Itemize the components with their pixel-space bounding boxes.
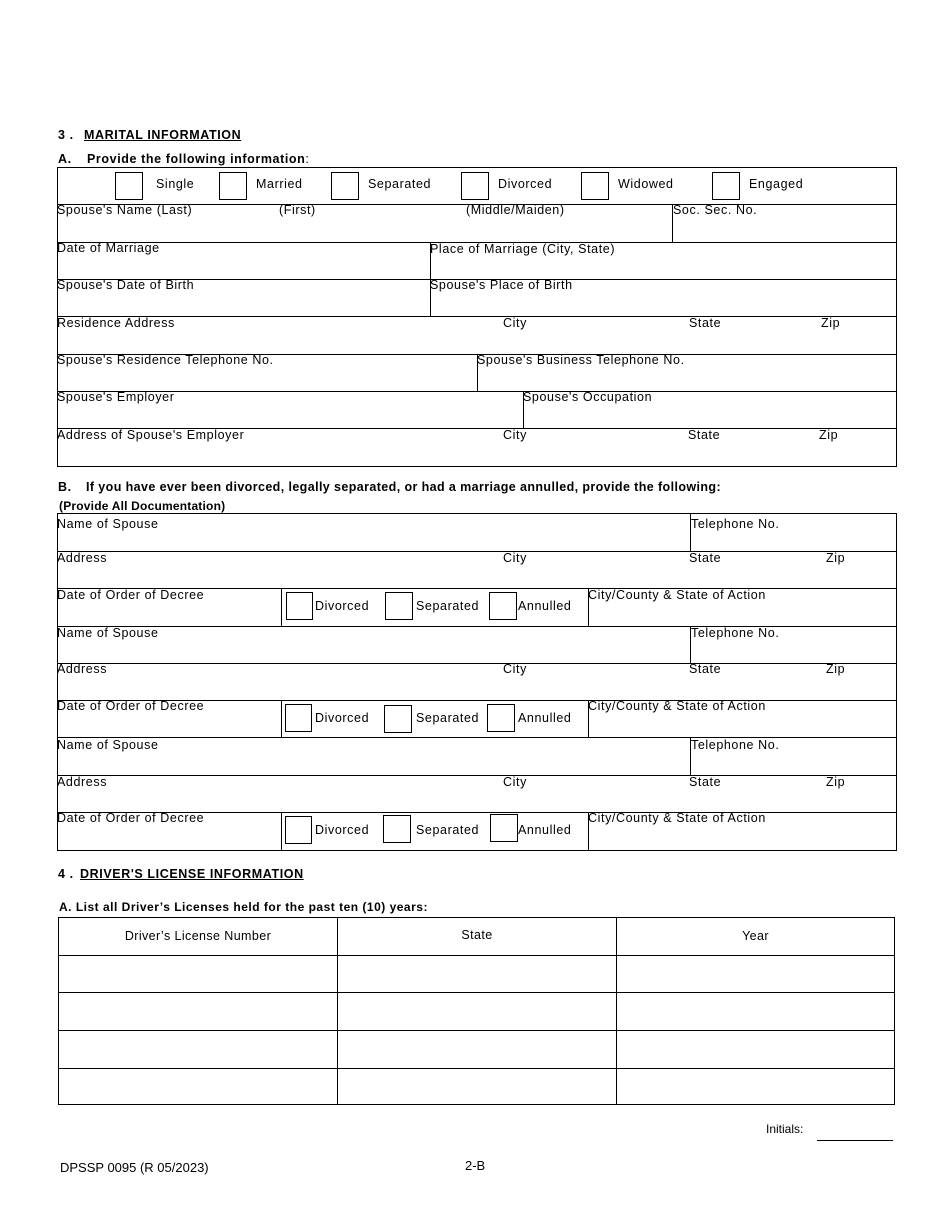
prior-spouse-2-name-field[interactable] bbox=[58, 641, 689, 662]
prior-spouse-1-action-location-label: City/County & State of Action bbox=[588, 588, 766, 602]
prior-spouse-1-zip-label: Zip bbox=[826, 551, 846, 565]
residence-phone-field[interactable] bbox=[58, 368, 476, 390]
prior-spouse-1-name-label: Name of Spouse bbox=[57, 517, 159, 531]
residence-address-field[interactable] bbox=[58, 331, 896, 353]
prior-spouse-3-decree-date-field[interactable] bbox=[58, 826, 280, 850]
part-a-letter: A. bbox=[58, 152, 72, 166]
prior-spouse-3-telephone-label: Telephone No. bbox=[691, 738, 780, 752]
prior-spouse-2-address-label: Address bbox=[57, 662, 108, 676]
initials-label: Initials: bbox=[766, 1122, 804, 1136]
spouse-occupation-label: Spouse's Occupation bbox=[523, 390, 653, 404]
date-of-marriage-label: Date of Marriage bbox=[57, 241, 160, 255]
prior-spouse-1-separated-checkbox[interactable] bbox=[385, 592, 413, 620]
prior-spouse-3-action-location-label: City/County & State of Action bbox=[588, 811, 766, 825]
prior-spouse-3-separated-label: Separated bbox=[416, 823, 480, 837]
business-phone-field[interactable] bbox=[479, 368, 896, 390]
spouse-ssn-label: Soc. Sec. No. bbox=[673, 203, 758, 217]
prior-spouse-3-telephone-field[interactable] bbox=[692, 753, 896, 774]
spouse-middle-name-label: (Middle/Maiden) bbox=[466, 203, 565, 217]
prior-spouse-3-divorced-checkbox[interactable] bbox=[285, 816, 312, 844]
prior-spouse-2-decree-date-field[interactable] bbox=[58, 714, 280, 736]
dl-row-4-number[interactable] bbox=[58, 1068, 338, 1105]
prior-spouse-3-decree-date-label: Date of Order of Decree bbox=[57, 811, 205, 825]
prior-spouse-2-telephone-label: Telephone No. bbox=[691, 626, 780, 640]
prior-spouse-2-action-location-field[interactable] bbox=[590, 714, 896, 736]
employer-address-field[interactable] bbox=[58, 443, 896, 466]
prior-spouse-2-annulled-label: Annulled bbox=[518, 711, 572, 725]
dl-row-3-year[interactable] bbox=[616, 1030, 895, 1069]
prior-spouse-3-annulled-checkbox[interactable] bbox=[490, 814, 518, 842]
prior-spouse-1-state-label: State bbox=[689, 551, 722, 565]
dl-row-2-state[interactable] bbox=[337, 992, 617, 1031]
dl-row-2-number[interactable] bbox=[58, 992, 338, 1031]
part-b-letter: B. bbox=[58, 480, 72, 494]
prior-spouse-1-annulled-checkbox[interactable] bbox=[489, 592, 517, 620]
dl-row-2-year[interactable] bbox=[616, 992, 895, 1031]
prior-spouse-3-city-label: City bbox=[503, 775, 527, 789]
part-a-instruction-text: Provide the following information bbox=[87, 152, 306, 166]
residence-address-label: Residence Address bbox=[57, 316, 175, 330]
section-4-number: 4 . bbox=[58, 867, 74, 881]
prior-spouse-3-zip-label: Zip bbox=[826, 775, 846, 789]
form-id: DPSSP 0095 (R 05/2023) bbox=[60, 1160, 209, 1175]
prior-spouse-2-name-label: Name of Spouse bbox=[57, 626, 159, 640]
section-3-number: 3 . bbox=[58, 128, 74, 142]
dl-row-4-state[interactable] bbox=[337, 1068, 617, 1105]
prior-spouse-1-telephone-label: Telephone No. bbox=[691, 517, 780, 531]
dl-header-number-cell bbox=[58, 917, 338, 956]
section-4-title: DRIVER'S LICENSE INFORMATION bbox=[80, 867, 304, 881]
status-engaged-checkbox[interactable] bbox=[712, 172, 740, 200]
residence-state-label: State bbox=[689, 316, 722, 330]
dl-row-1-number[interactable] bbox=[58, 955, 338, 993]
status-single-label: Single bbox=[156, 177, 195, 191]
initials-field[interactable] bbox=[817, 1120, 893, 1141]
status-widowed-label: Widowed bbox=[618, 177, 674, 191]
prior-spouse-2-decree-date-label: Date of Order of Decree bbox=[57, 699, 205, 713]
date-of-marriage-field[interactable] bbox=[58, 256, 429, 278]
spouse-last-name-label: Spouse's Name (Last) bbox=[57, 203, 193, 217]
prior-spouse-1-name-field[interactable] bbox=[58, 532, 689, 550]
prior-spouse-1-address-field[interactable] bbox=[58, 566, 896, 587]
employer-state-label: State bbox=[688, 428, 721, 442]
section-3-title: MARITAL INFORMATION bbox=[84, 128, 242, 142]
prior-spouse-1-divorced-label: Divorced bbox=[315, 599, 370, 613]
status-widowed-checkbox[interactable] bbox=[581, 172, 609, 200]
prior-spouse-1-address-label: Address bbox=[57, 551, 108, 565]
spouse-dob-label: Spouse's Date of Birth bbox=[57, 278, 195, 292]
dl-header-year: Year bbox=[742, 929, 769, 943]
residence-zip-label: Zip bbox=[821, 316, 841, 330]
employer-address-label: Address of Spouse's Employer bbox=[57, 428, 245, 442]
prior-spouse-2-zip-label: Zip bbox=[826, 662, 846, 676]
part-a-instruction bbox=[87, 152, 310, 166]
spouse-first-name-label: (First) bbox=[279, 203, 316, 217]
prior-spouse-3-address-field[interactable] bbox=[58, 790, 896, 811]
spouse-pob-field[interactable] bbox=[432, 293, 896, 315]
spouse-dob-field[interactable] bbox=[58, 293, 429, 315]
part-b-documentation-note: (Provide All Documentation) bbox=[59, 499, 226, 513]
prior-spouse-3-separated-checkbox[interactable] bbox=[383, 815, 411, 843]
prior-spouse-2-divorced-label: Divorced bbox=[315, 711, 370, 725]
section-4-instruction: A. List all Driver’s Licenses held for the past ten (10) years: bbox=[59, 900, 428, 914]
prior-spouse-1-divorced-checkbox[interactable] bbox=[286, 592, 313, 620]
prior-spouse-1-telephone-field[interactable] bbox=[692, 532, 896, 550]
residence-phone-label: Spouse's Residence Telephone No. bbox=[57, 353, 274, 367]
status-separated-label: Separated bbox=[368, 177, 432, 191]
place-of-marriage-label: Place of Marriage (City, State) bbox=[430, 242, 616, 256]
prior-spouse-1-action-location-field[interactable] bbox=[590, 603, 896, 625]
business-phone-label: Spouse's Business Telephone No. bbox=[477, 353, 685, 367]
prior-spouse-2-telephone-field[interactable] bbox=[692, 641, 896, 662]
dl-row-3-state[interactable] bbox=[337, 1030, 617, 1069]
dl-row-1-year[interactable] bbox=[616, 955, 895, 993]
prior-spouse-3-address-label: Address bbox=[57, 775, 108, 789]
prior-spouse-2-separated-checkbox[interactable] bbox=[384, 705, 412, 733]
prior-spouse-2-separated-label: Separated bbox=[416, 711, 480, 725]
prior-spouse-2-address-field[interactable] bbox=[58, 677, 896, 699]
spouse-employer-label: Spouse's Employer bbox=[57, 390, 175, 404]
spouse-pob-label: Spouse's Place of Birth bbox=[430, 278, 573, 292]
prior-spouse-3-divorced-label: Divorced bbox=[315, 823, 370, 837]
spouse-ssn-field[interactable] bbox=[674, 218, 896, 241]
status-married-label: Married bbox=[256, 177, 303, 191]
dl-header-state-cell bbox=[337, 917, 617, 956]
dl-header-state: State bbox=[461, 928, 493, 942]
prior-spouse-1-separated-label: Separated bbox=[416, 599, 480, 613]
prior-spouse-2-annulled-checkbox[interactable] bbox=[487, 704, 515, 732]
prior-spouse-1-decree-date-field[interactable] bbox=[58, 603, 280, 625]
prior-spouse-2-divorced-checkbox[interactable] bbox=[285, 704, 312, 732]
part-a-colon: : bbox=[305, 152, 310, 166]
status-separated-checkbox[interactable] bbox=[331, 172, 359, 200]
status-divorced-label: Divorced bbox=[498, 177, 553, 191]
prior-spouse-3-state-label: State bbox=[689, 775, 722, 789]
prior-spouse-2-state-label: State bbox=[689, 662, 722, 676]
dl-header-year-cell bbox=[616, 917, 895, 956]
prior-spouse-1-annulled-label: Annulled bbox=[518, 599, 572, 613]
prior-spouse-3-name-label: Name of Spouse bbox=[57, 738, 159, 752]
spouse-occupation-field[interactable] bbox=[525, 405, 896, 427]
prior-spouse-2-action-location-label: City/County & State of Action bbox=[588, 699, 766, 713]
prior-spouse-1-decree-date-label: Date of Order of Decree bbox=[57, 588, 205, 602]
prior-spouse-3-annulled-label: Annulled bbox=[518, 823, 572, 837]
status-married-checkbox[interactable] bbox=[219, 172, 247, 200]
prior-spouse-2-city-label: City bbox=[503, 662, 527, 676]
status-engaged-label: Engaged bbox=[749, 177, 804, 191]
status-divorced-checkbox[interactable] bbox=[461, 172, 489, 200]
dl-row-3-number[interactable] bbox=[58, 1030, 338, 1069]
status-single-checkbox[interactable] bbox=[115, 172, 143, 200]
employer-city-label: City bbox=[503, 428, 527, 442]
prior-spouse-1-city-label: City bbox=[503, 551, 527, 565]
prior-spouse-3-action-location-field[interactable] bbox=[590, 826, 896, 850]
dl-header-number: Driver’s License Number bbox=[124, 929, 272, 943]
dl-row-1-state[interactable] bbox=[337, 955, 617, 993]
spouse-employer-field[interactable] bbox=[58, 405, 522, 427]
part-b-instruction: If you have ever been divorced, legally separated, or had a marriage annulled, provide the following: bbox=[86, 480, 722, 494]
spouse-name-field[interactable] bbox=[58, 218, 671, 241]
prior-spouse-3-name-field[interactable] bbox=[58, 753, 689, 774]
residence-city-label: City bbox=[503, 316, 527, 330]
dl-row-4-year[interactable] bbox=[616, 1068, 895, 1105]
place-of-marriage-field[interactable] bbox=[432, 256, 896, 278]
page-number: 2-B bbox=[465, 1158, 486, 1173]
employer-zip-label: Zip bbox=[819, 428, 839, 442]
